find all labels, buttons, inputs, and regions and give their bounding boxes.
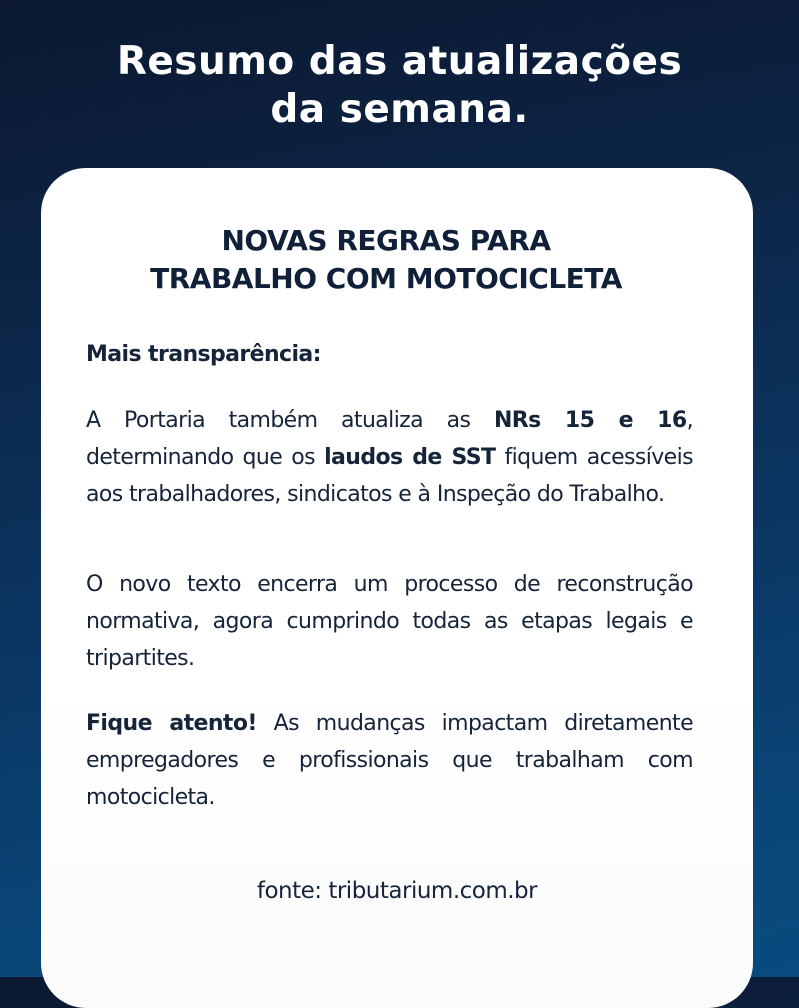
source-credit: fonte: tributarium.com.br (256, 878, 538, 904)
card-title-line-2: TRABALHO COM MOTOCICLETA (150, 262, 622, 295)
paragraph-fique-atento (86, 705, 693, 816)
p3-bold-fique-atento: Fique atento! (86, 711, 257, 736)
p1-text-3: fiquem acessíveis aos trabalhadores, sindicatos e à Inspeção do Trabalho. (86, 445, 693, 507)
p1-bold-nrs: NRs 15 e 16 (493, 408, 687, 433)
p3-text: As mudanças impactam diretamente empregadores e profissionais que trabalham com motocicleta. (86, 711, 693, 810)
p1-text-2: , determinando que os (86, 408, 693, 470)
headline-line-1: Resumo das atualizações (116, 39, 683, 84)
card-title (41, 222, 731, 298)
paragraph-novo-texto: O novo texto encerra um processo de reconstrução normativa, agora cumprindo todas as etapas legais e tripartites. (86, 572, 693, 671)
p1-bold-laudos: laudos de SST (324, 445, 496, 470)
headline-line-2: da semana. (270, 87, 529, 132)
news-card (41, 168, 753, 1008)
section-subheading: Mais transparência: (86, 342, 321, 367)
p1-text-1: A Portaria também atualiza as (86, 408, 494, 433)
card-title-line-1: NOVAS REGRAS PARA (221, 224, 551, 257)
page-headline (0, 38, 799, 134)
paragraph-portaria (86, 402, 693, 513)
